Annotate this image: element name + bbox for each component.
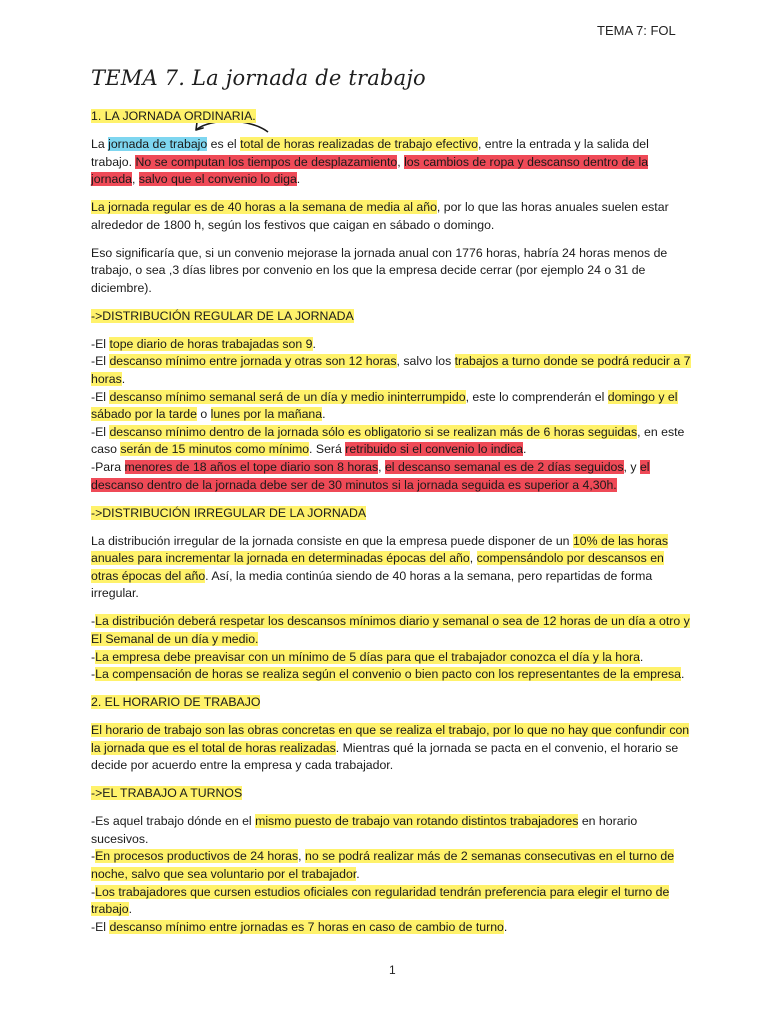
paragraph-convenio-example: Eso significaría que, si un convenio mejorase la jornada anual con 1776 horas, habría 24 horas menos de trabajo, o sea ,3 días libres por convenio en los que la empresa decide cerrar (por ejemplo 24 o 31 de diciembre). [91,245,668,295]
text-run: El horario de trabajo son las obras concretas en que se realiza el trabajo, por lo que no hay que confundir con la jornada que es el total de horas realizadas [91,723,690,755]
paragraph-work-schedule [91,722,691,775]
text-run: La distribución irregular de la jornada consiste en que la empresa puede disponer de un [91,533,573,548]
text-run: , [298,849,305,864]
text-run: trabajos a turno donde se podrá reducir a 7 horas [91,354,691,387]
text-run: En procesos productivos de 24 horas [95,849,299,864]
list-irregular-distribution [91,613,691,683]
text-run: jornada de trabajo [108,136,208,151]
text-run: salvo que el convenio lo diga [138,172,297,187]
text-run: . [356,867,360,882]
text-run: Los trabajadores que cursen estudios oficiales con regularidad tendrán preferencia para elegir el turno de trabajo [91,884,670,917]
text-run: serán de 15 minutos como mínimo [120,442,310,457]
text-run: mismo puesto de trabajo van rotando distintos trabajadores [255,814,579,829]
text-run: La [91,136,109,151]
text-run: , [397,154,405,169]
text-run: . [128,902,133,917]
subheading-regular-distribution [91,308,691,326]
text-run: o [196,407,211,422]
subheading-irregular-distribution [91,505,691,523]
text-run: -El [91,354,110,369]
text-run: domingo y el sábado por la tarde [91,389,678,422]
text-run: , [469,551,477,566]
section-heading-1 [91,108,691,126]
text-run: . [121,372,126,387]
text-run: descanso mínimo entre jornada y otras son 12 horas [109,354,397,369]
text-run: - [91,649,96,664]
page-number: 1 [389,963,396,977]
text-run: La jornada regular es de 40 horas a la semana de media al año [91,200,437,215]
text-run: . [639,649,644,664]
text-run: , en este caso [91,424,685,457]
text-run: . [296,172,301,187]
page-title: TEMA 7. La jornada de trabajo [91,66,426,90]
text-run: -Para [91,460,125,475]
text-run: ->EL TRABAJO A TURNOS [91,786,243,801]
text-run: . [680,667,685,682]
paragraph-regular-hours [91,199,691,234]
text-run: es el [207,136,241,151]
text-run: -El [91,919,110,934]
text-run: , por lo que las horas anuales suelen estar alrededor de 1800 h, según los festivos que caigan en sábado o domingo. [91,200,669,232]
text-run: lunes por la mañana [210,407,323,422]
text-run: tope diario de horas trabajadas son 9 [109,336,313,351]
subheading-shift-work [91,785,691,803]
text-run: -El [91,389,110,404]
text-run: , entre la entrada y la salida del trabajo. [91,136,649,169]
text-run: . [322,407,326,422]
text-run: total de horas realizadas de trabajo efectivo [240,136,478,151]
text-run: descanso mínimo semanal será de un día y medio ininterrumpido [109,389,466,404]
text-run: - [91,667,96,682]
text-run: retribuido si el convenio lo indica [345,442,524,457]
text-run: ->DISTRIBUCIÓN IRREGULAR DE LA JORNADA [91,505,367,520]
text-run: - [91,884,96,899]
text-run: , salvo los [396,354,455,369]
text-run: . Mientras qué la jornada se pacta en el convenio, el horario se decide por acuerdo entre la empresa y cada trabajador. [91,740,679,773]
text-run: -El [91,424,110,439]
document-body [91,108,691,947]
text-run: . [503,919,508,934]
text-run: 2. EL HORARIO DE TRABAJO [91,695,261,710]
text-run: los cambios de ropa y descanso dentro de la jornada [91,154,649,187]
paragraph-irregular-distribution [91,533,691,603]
text-run: . Será [309,442,346,457]
text-run: no se podrá realizar más de 2 semanas consecutivas en el turno de noche, salvo que sea voluntario por el trabajador [91,849,675,882]
list-shift-work [91,813,691,936]
text-run: , [378,460,385,475]
text-run: descanso mínimo dentro de la jornada sólo es obligatorio si se realizan más de 6 horas seguidas [109,424,638,439]
text-run: , y [623,460,640,475]
text-run: ->DISTRIBUCIÓN REGULAR DE LA JORNADA [91,308,354,323]
text-run: 1. LA JORNADA ORDINARIA. [91,109,256,123]
text-run: . Así, la media continúa siendo de 40 horas a la semana, pero repartidas de forma irregular. [91,568,653,601]
text-run: menores de 18 años el tope diario son 8 horas [124,460,379,475]
text-run: -El [91,336,110,351]
list-regular-distribution [91,336,691,494]
text-run: , este lo comprenderán el [465,389,608,404]
text-run: en horario sucesivos. [91,814,638,846]
text-run: - [91,849,96,864]
paragraph-definition [91,136,691,189]
text-run: La distribución deberá respetar los descansos mínimos diario y semanal o sea de 12 horas de un día a otro y El Semanal de un día y medio. [91,614,690,646]
text-run: . [312,336,316,351]
text-run: el descanso semanal es de 2 días seguidos [384,460,624,475]
text-run: No se computan los tiempos de desplazamiento [135,154,398,169]
text-run: 10% de las horas anuales para incrementar la jornada en determinadas épocas del año [91,533,668,566]
section-heading-2 [91,694,691,712]
text-run: La compensación de horas se realiza según el convenio o bien pacto con los representantes de la empresa [95,667,681,682]
text-run: La empresa debe preavisar con un mínimo de 5 días para que el trabajador conozca el día y la hora [95,649,640,664]
text-run: compensándolo por descansos en otras épocas del año [91,551,664,583]
page-header: TEMA 7: FOL [597,23,676,38]
text-run: -Es aquel trabajo dónde en el [91,814,256,829]
text-run: . [523,442,527,457]
text-run: el descanso dentro de la jornada debe ser de 30 minutos si la jornada seguida es superior a 4,30h. [91,460,650,492]
text-run: , [132,172,139,187]
text-run: - [91,614,96,629]
text-run: descanso mínimo entre jornadas es 7 horas en caso de cambio de turno [109,919,504,934]
